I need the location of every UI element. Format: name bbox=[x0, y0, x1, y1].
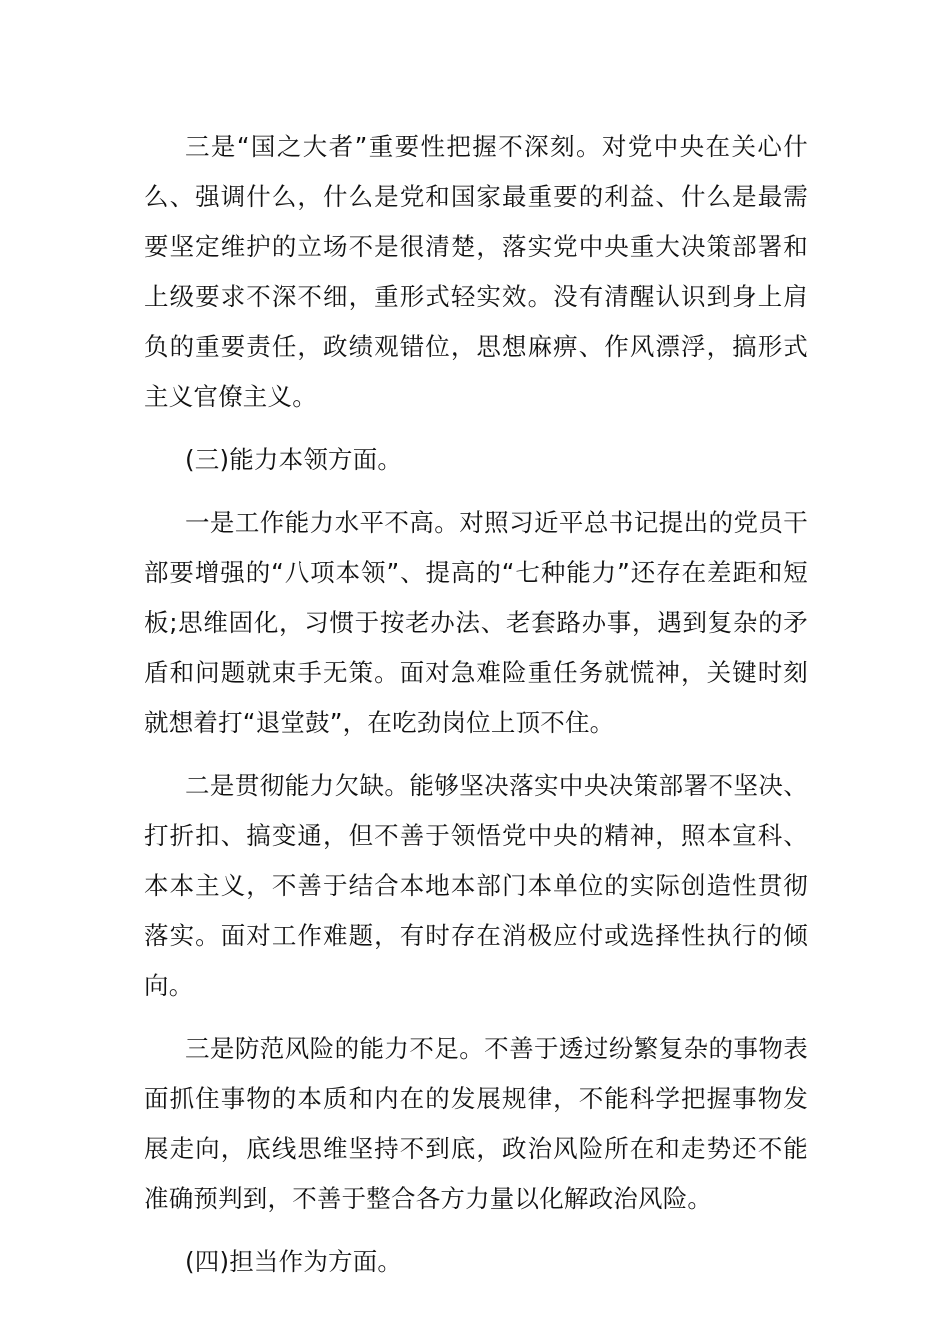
document-body bbox=[144, 122, 808, 1300]
paragraph-guozhidazhe: 三是“国之大者”重要性把握不深刻。对党中央在关心什么、强调什么，什么是党和国家最重要的利益、什么是最需要坚定维护的立场不是很清楚，落实党中央重大决策部署和上级要求不深不细，重形式轻实效。没有清醒认识到身上肩负的重要责任，政绩观错位，思想麻痹、作风漂浮，搞形式主义官僚主义。 bbox=[144, 132, 808, 411]
section-heading-ability: (三)能力本领方面。 bbox=[185, 445, 403, 474]
paragraph-implementation-ability: 二是贯彻能力欠缺。能够坚决落实中央决策部署不坚决、打折扣、搞变通，但不善于领悟党中央的精神，照本宣科、本本主义，不善于结合本地本部门本单位的实际创造性贯彻落实。面对工作难题，有时存在消极应付或选择性执行的倾向。 bbox=[144, 771, 808, 1000]
section-heading-responsibility: (四)担当作为方面。 bbox=[185, 1247, 403, 1276]
paragraph-risk-prevention: 三是防范风险的能力不足。不善于透过纷繁复杂的事物表面抓住事物的本质和内在的发展规律，不能科学把握事物发展走向，底线思维坚持不到底，政治风险所在和走势还不能准确预判到，不善于整合各方力量以化解政治风险。 bbox=[144, 1034, 808, 1213]
paragraph-work-ability: 一是工作能力水平不高。对照习近平总书记提出的党员干部要增强的“八项本领”、提高的“七种能力”还存在差距和短板;思维固化，习惯于按老办法、老套路办事，遇到复杂的矛盾和问题就束手无策。面对急难险重任务就慌神，关键时刻就想着打“退堂鼓”，在吃劲岗位上顶不住。 bbox=[144, 508, 808, 737]
